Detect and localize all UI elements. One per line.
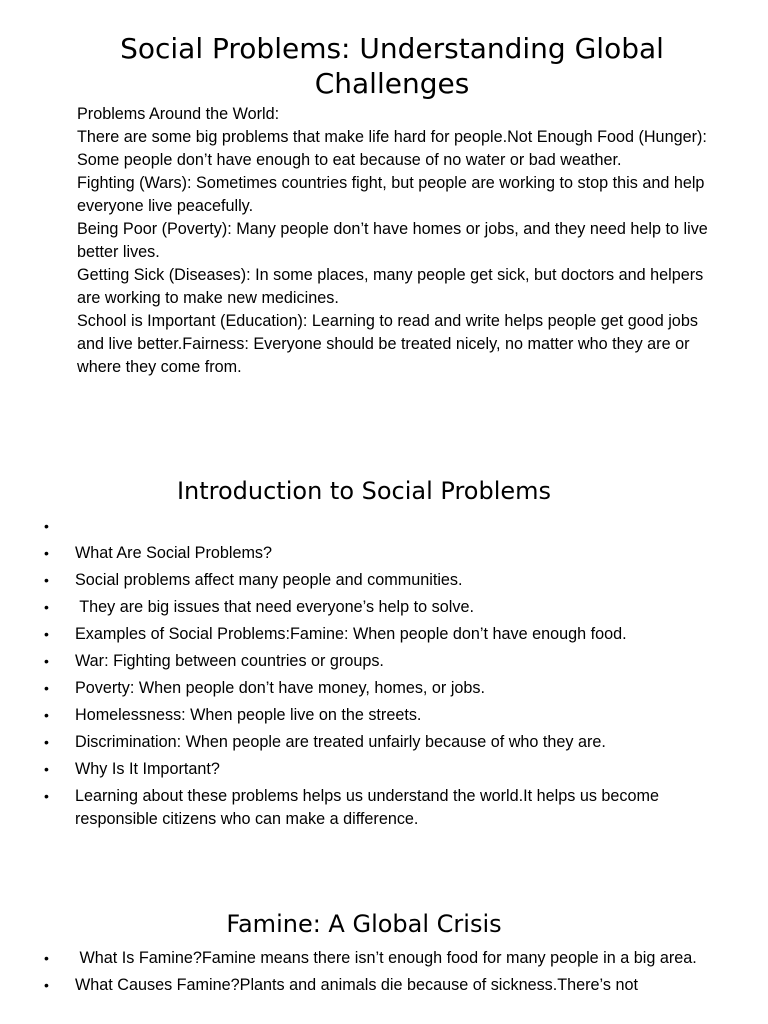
paragraph: School is Important (Education): Learning to read and write helps people get good jobs and live better.Fairness: Everyone should be treated nicely, no matter who they are or where they come from. <box>77 312 698 376</box>
paragraph: Some people don’t have enough to eat because of no water or bad weather. <box>77 151 622 169</box>
paragraph: Fighting (Wars): Sometimes countries fight, but people are working to stop this and help everyone live peacefully. <box>77 174 705 215</box>
list-item-text: What Causes Famine?Plants and animals die because of sickness.There’s not <box>75 976 638 994</box>
list-item-text: What Are Social Problems? <box>75 544 273 562</box>
bullet-icon: • <box>44 707 49 723</box>
list-item-text: They are big issues that need everyone’s help to solve. <box>75 598 474 616</box>
slide-3-title: Famine: A Global Crisis <box>226 910 502 938</box>
bullet-icon: • <box>44 653 49 669</box>
bullet-icon: • <box>44 950 49 966</box>
bullet-icon: • <box>44 545 49 561</box>
list-item-text: Poverty: When people don’t have money, homes, or jobs. <box>75 679 486 697</box>
list-item <box>44 731 704 754</box>
bullet-icon: • <box>44 761 49 777</box>
list-item-text: What Is Famine?Famine means there isn’t enough food for many people in a big area. <box>75 949 697 967</box>
slide-2-bullet-list <box>44 515 704 835</box>
list-item <box>44 704 704 727</box>
list-item-text: War: Fighting between countries or groups. <box>75 652 384 670</box>
list-item <box>44 677 704 700</box>
bullet-icon: • <box>44 572 49 588</box>
slide-1-body <box>77 103 717 379</box>
paragraph: Getting Sick (Diseases): In some places, many people get sick, but doctors and helpers are working to make new medicines. <box>77 266 704 307</box>
list-item <box>44 515 704 538</box>
list-item <box>44 758 704 781</box>
list-item <box>44 650 704 673</box>
list-item-text: Social problems affect many people and communities. <box>75 571 463 589</box>
bullet-icon: • <box>44 518 49 534</box>
paragraph: There are some big problems that make life hard for people.Not Enough Food (Hunger): <box>77 128 707 146</box>
list-item-text: Learning about these problems helps us understand the world.It helps us become responsible citizens who can make a difference. <box>75 787 660 828</box>
slide-1-title: Social Problems: Understanding Global Challenges <box>120 32 664 100</box>
slide-3-bullet-list <box>44 947 704 1001</box>
list-item-text: Discrimination: When people are treated unfairly because of who they are. <box>75 733 606 751</box>
bullet-icon: • <box>44 626 49 642</box>
bullet-icon: • <box>44 977 49 993</box>
list-item <box>44 542 704 565</box>
bullet-icon: • <box>44 599 49 615</box>
list-item-text: Examples of Social Problems:Famine: When people don’t have enough food. <box>75 625 627 643</box>
bullet-icon: • <box>44 734 49 750</box>
paragraph: Being Poor (Poverty): Many people don’t have homes or jobs, and they need help to live better lives. <box>77 220 708 261</box>
list-item-text: Why Is It Important? <box>75 760 220 778</box>
list-item <box>44 974 704 997</box>
slide-2-title: Introduction to Social Problems <box>176 477 552 505</box>
paragraph: Problems Around the World: <box>77 105 280 123</box>
list-item <box>44 623 704 646</box>
list-item <box>44 785 704 831</box>
list-item <box>44 569 704 592</box>
list-item <box>44 947 704 970</box>
bullet-icon: • <box>44 788 49 804</box>
list-item <box>44 596 704 619</box>
bullet-icon: • <box>44 680 49 696</box>
list-item-text: Homelessness: When people live on the streets. <box>75 706 422 724</box>
